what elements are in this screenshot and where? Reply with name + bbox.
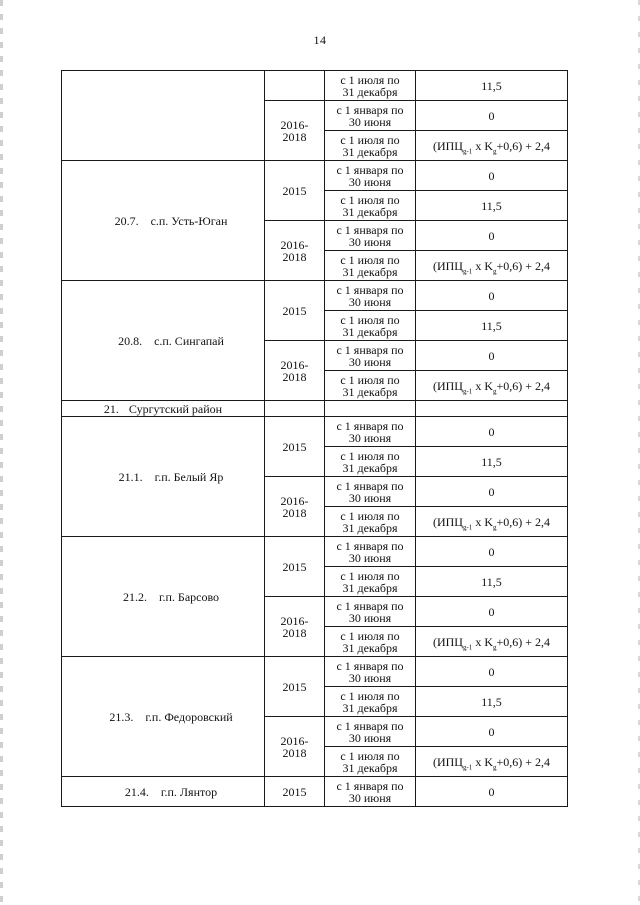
region-header-cell: 21. Сургутский район	[62, 401, 265, 417]
value-cell: 11,5	[416, 447, 568, 477]
year-cell: 2015	[265, 537, 325, 597]
value-cell: 11,5	[416, 71, 568, 101]
municipality-cell: 21.4. г.п. Лянтор	[62, 777, 265, 807]
value-cell: 0	[416, 101, 568, 131]
municipality-cell: 21.1. г.п. Белый Яр	[62, 417, 265, 537]
scan-edge-left	[0, 0, 3, 905]
period-cell: с 1 июля по 31 декабря	[325, 371, 416, 401]
empty-cell	[265, 401, 325, 417]
period-cell: с 1 января по 30 июня	[325, 657, 416, 687]
municipality-cell: 21.3. г.п. Федоровский	[62, 657, 265, 777]
value-cell: 11,5	[416, 687, 568, 717]
period-cell: с 1 января по 30 июня	[325, 341, 416, 371]
period-cell: с 1 января по 30 июня	[325, 597, 416, 627]
period-cell: с 1 января по 30 июня	[325, 281, 416, 311]
value-cell: 0	[416, 777, 568, 807]
value-cell: 11,5	[416, 311, 568, 341]
formula-cell: ($ИПЦ_{g-1}$ х $K_g+0,6) + 2,4$	[416, 507, 568, 537]
period-cell: с 1 июля по 31 декабря	[325, 71, 416, 101]
period-cell: с 1 января по 30 июня	[325, 777, 416, 807]
period-cell: с 1 января по 30 июня	[325, 537, 416, 567]
period-cell: с 1 января по 30 июня	[325, 417, 416, 447]
municipality-cell-continued	[62, 71, 265, 161]
formula-cell: ($ИПЦ_{g-1}$ х $K_g+0,6) + 2,4$	[416, 627, 568, 657]
year-cell: 2015	[265, 281, 325, 341]
year-cell: 2016- 2018	[265, 597, 325, 657]
value-cell: 0	[416, 221, 568, 251]
period-cell: с 1 июля по 31 декабря	[325, 507, 416, 537]
municipality-cell: 20.7. с.п. Усть-Юган	[62, 161, 265, 281]
value-cell: 0	[416, 281, 568, 311]
year-cell: 2015	[265, 161, 325, 221]
period-cell: с 1 июля по 31 декабря	[325, 567, 416, 597]
formula-cell: ($ИПЦ_{g-1}$ х $K_g+0,6) + 2,4$	[416, 371, 568, 401]
year-cell: 2015	[265, 657, 325, 717]
period-cell: с 1 января по 30 июня	[325, 101, 416, 131]
period-cell: с 1 января по 30 июня	[325, 717, 416, 747]
value-cell: 0	[416, 717, 568, 747]
year-cell: 2016- 2018	[265, 221, 325, 281]
municipality-cell: 21.2. г.п. Барсово	[62, 537, 265, 657]
period-cell: с 1 июля по 31 декабря	[325, 627, 416, 657]
value-cell: 0	[416, 477, 568, 507]
period-cell: с 1 июля по 31 декабря	[325, 747, 416, 777]
value-cell: 0	[416, 537, 568, 567]
period-cell: с 1 июля по 31 декабря	[325, 191, 416, 221]
formula-cell: ($ИПЦ_{g-1}$ х $K_g+0,6) + 2,4$	[416, 747, 568, 777]
period-cell: с 1 июля по 31 декабря	[325, 251, 416, 281]
year-cell: 2016- 2018	[265, 101, 325, 161]
page-number: 14	[313, 33, 327, 47]
value-cell: 0	[416, 657, 568, 687]
municipality-cell: 20.8. с.п. Сингапай	[62, 281, 265, 401]
year-cell: 2015	[265, 777, 325, 807]
period-cell: с 1 июля по 31 декабря	[325, 311, 416, 341]
year-cell: 2016- 2018	[265, 341, 325, 401]
period-cell: с 1 января по 30 июня	[325, 221, 416, 251]
value-cell: 11,5	[416, 567, 568, 597]
value-cell: 0	[416, 597, 568, 627]
empty-cell	[325, 401, 416, 417]
tariff-table	[61, 70, 568, 807]
year-cell: 2016- 2018	[265, 477, 325, 537]
formula-cell: ($ИПЦ_{g-1}$ х $K_g+0,6) + 2,4$	[416, 251, 568, 281]
period-cell: с 1 июля по 31 декабря	[325, 447, 416, 477]
value-cell: 11,5	[416, 191, 568, 221]
period-cell: с 1 января по 30 июня	[325, 477, 416, 507]
formula-cell: ($ИПЦ_{g-1}$ х $K_g+0,6) + 2,4$	[416, 131, 568, 161]
value-cell: 0	[416, 161, 568, 191]
year-cell-empty	[265, 71, 325, 101]
year-cell: 2015	[265, 417, 325, 477]
value-cell: 0	[416, 417, 568, 447]
value-cell: 0	[416, 341, 568, 371]
year-cell: 2016- 2018	[265, 717, 325, 777]
empty-cell	[416, 401, 568, 417]
period-cell: с 1 января по 30 июня	[325, 161, 416, 191]
period-cell: с 1 июля по 31 декабря	[325, 687, 416, 717]
period-cell: с 1 июля по 31 декабря	[325, 131, 416, 161]
